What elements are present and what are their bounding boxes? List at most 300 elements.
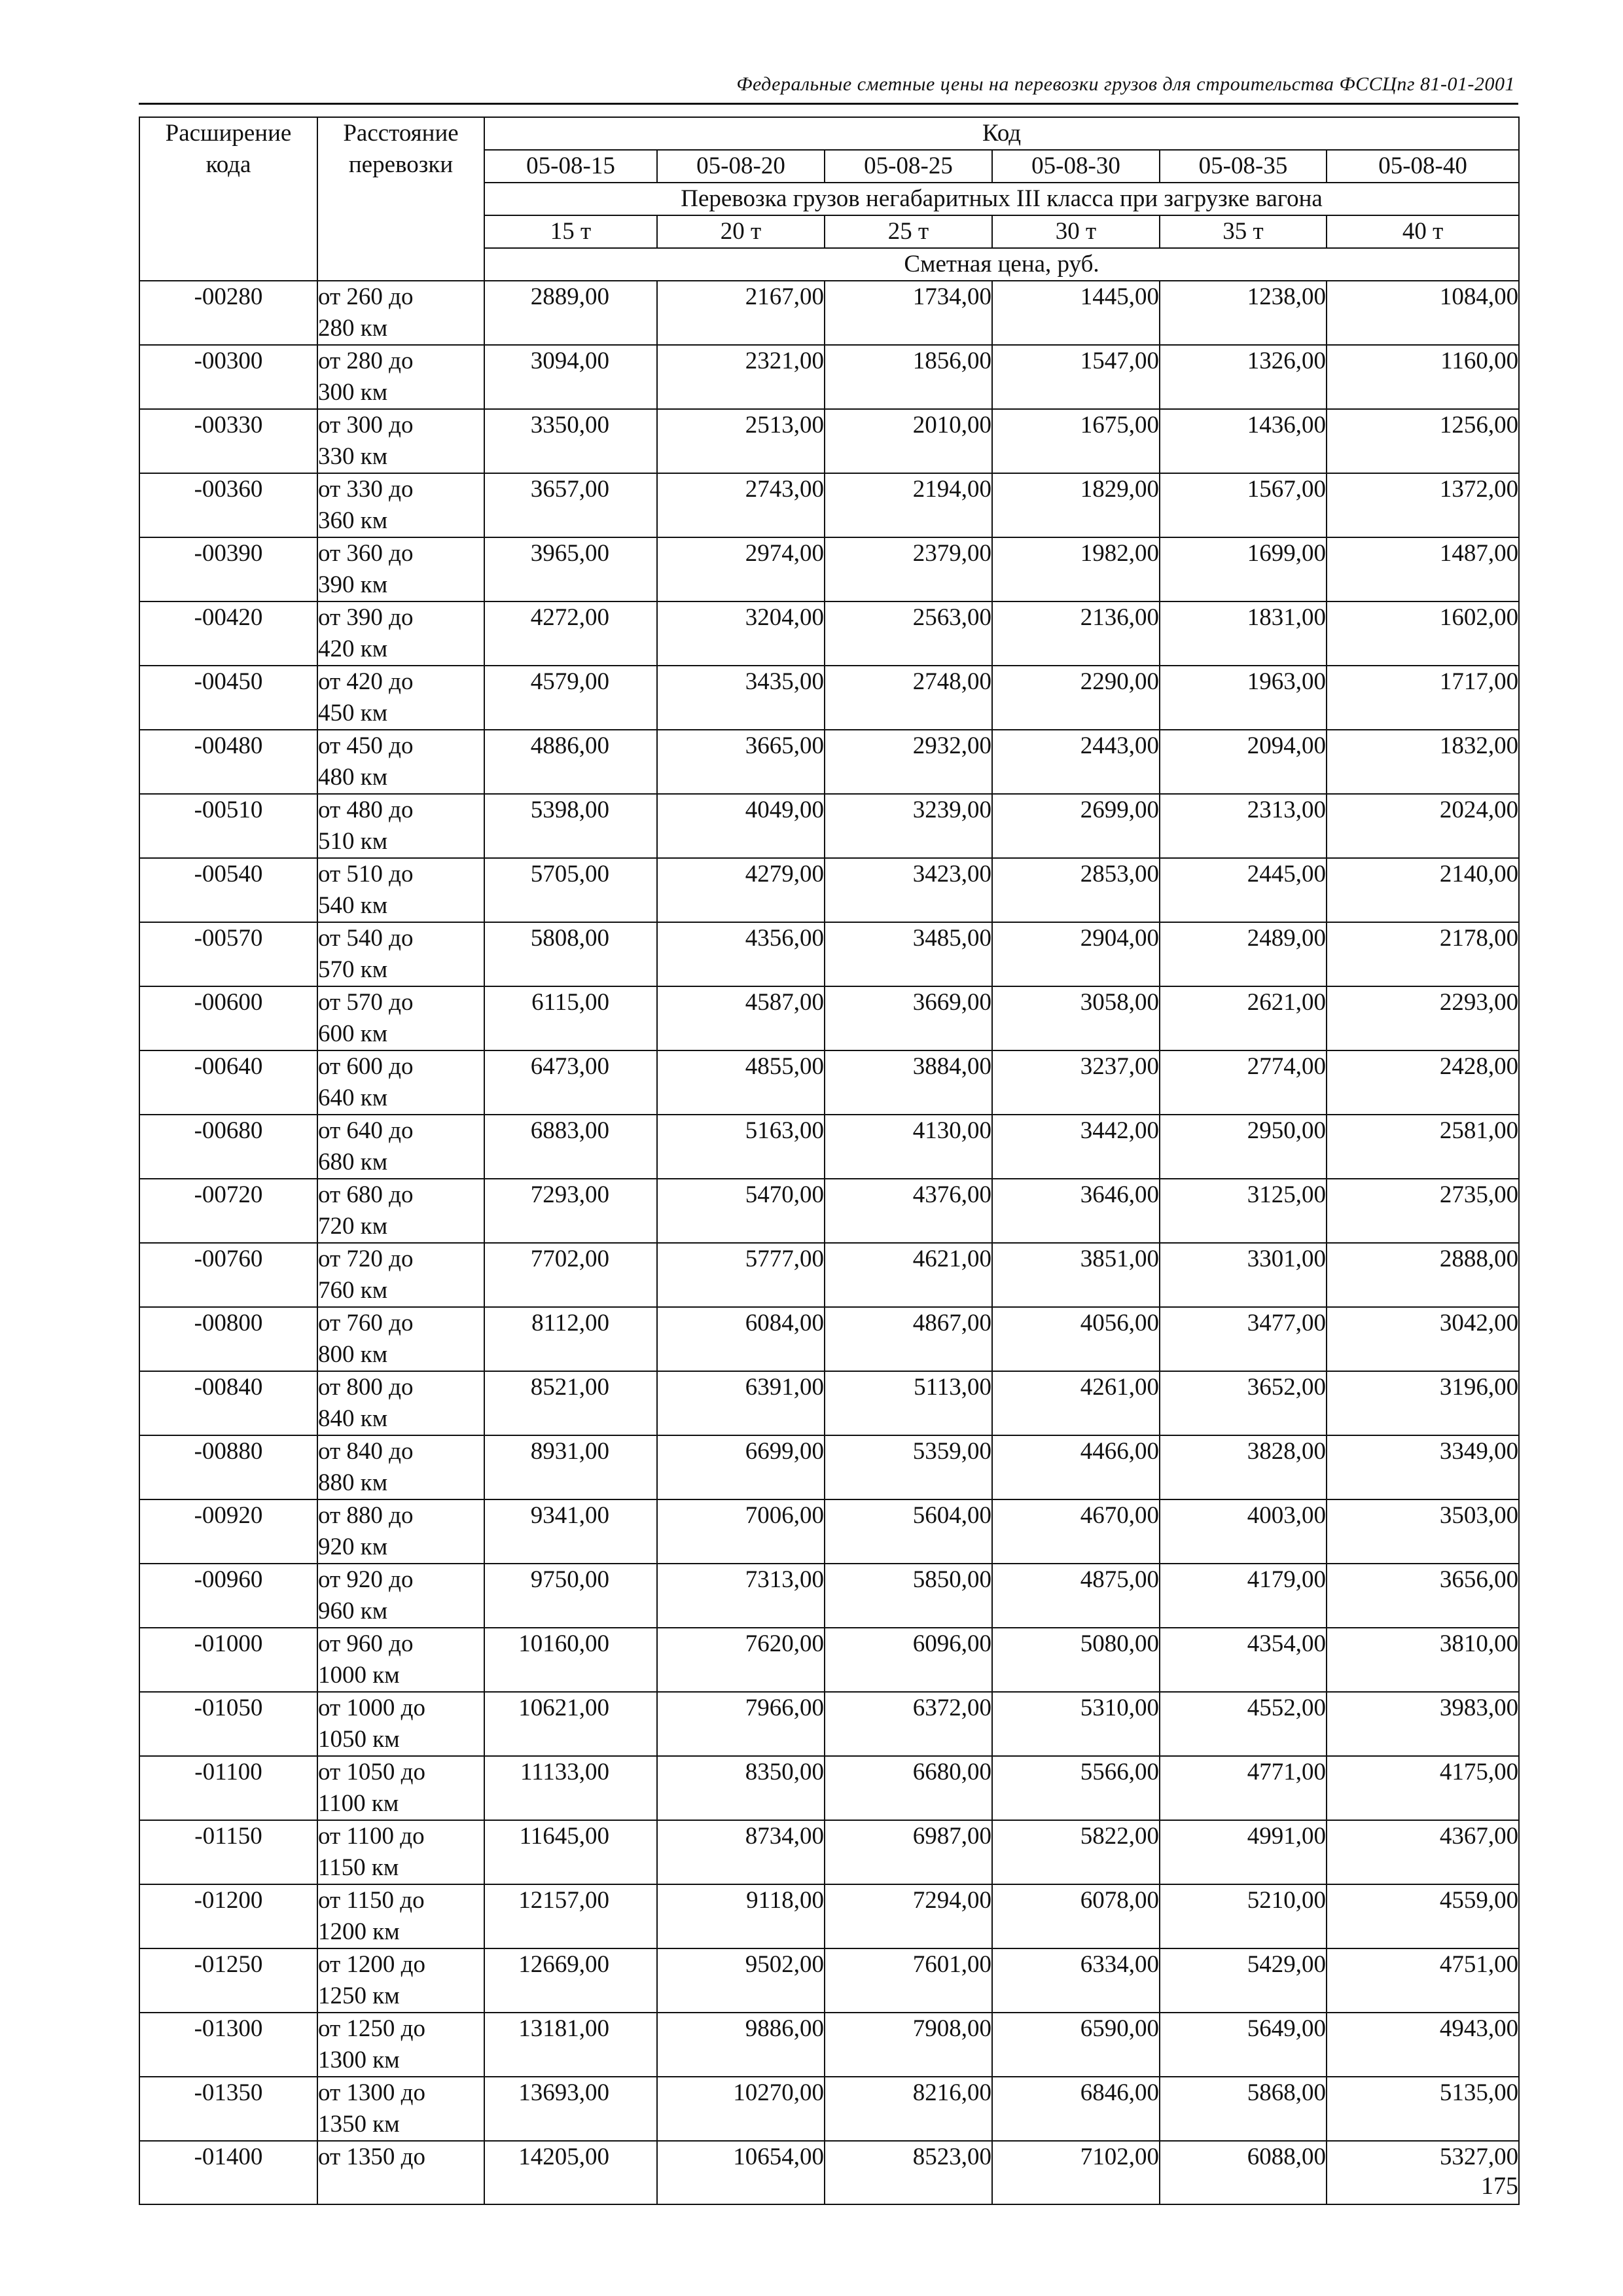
price-cell: 2293,00: [1327, 986, 1519, 1050]
header-extension-label: Расширение кода: [165, 120, 292, 178]
distance-cell: [317, 1628, 484, 1692]
price-cell: 2140,00: [1327, 858, 1519, 922]
price-cell: 13693,00: [484, 2077, 657, 2141]
code-extension-cell: -00880: [139, 1435, 317, 1499]
distance-to: 1250 км: [318, 1982, 400, 2009]
price-cell: 3485,00: [825, 922, 992, 986]
header-distance-label: Расстояние перевозки: [343, 120, 459, 178]
price-cell: 6846,00: [992, 2077, 1160, 2141]
price-cell: 4751,00: [1327, 1948, 1519, 2013]
distance-cell: [317, 1692, 484, 1756]
price-cell: 4559,00: [1327, 1884, 1519, 1948]
price-table-body: [139, 117, 1519, 2204]
table-row: [139, 1179, 1519, 1243]
price-cell: 5470,00: [657, 1179, 825, 1243]
price-cell: 3965,00: [484, 537, 657, 601]
price-cell: 4886,00: [484, 730, 657, 794]
load-cell: 40 т: [1327, 215, 1519, 248]
price-cell: 2489,00: [1160, 922, 1327, 986]
price-cell: 1717,00: [1327, 666, 1519, 730]
price-cell: 1829,00: [992, 473, 1160, 537]
distance-cell: [317, 1564, 484, 1628]
distance-cell: [317, 2077, 484, 2141]
price-cell: 5808,00: [484, 922, 657, 986]
distance-from: от 800 до: [318, 1374, 414, 1401]
code-extension-cell: -01150: [139, 1820, 317, 1884]
price-cell: 3442,00: [992, 1115, 1160, 1179]
price-cell: 4175,00: [1327, 1756, 1519, 1820]
distance-cell: [317, 986, 484, 1050]
distance-to: 510 км: [318, 828, 388, 855]
price-cell: 6473,00: [484, 1050, 657, 1115]
distance-to: 360 км: [318, 507, 388, 534]
code-extension-cell: -00280: [139, 281, 317, 345]
code-cell: 05-08-30: [992, 150, 1160, 183]
code-extension-cell: -01300: [139, 2013, 317, 2077]
price-cell: 4875,00: [992, 1564, 1160, 1628]
price-cell: 3503,00: [1327, 1499, 1519, 1564]
price-cell: 1831,00: [1160, 601, 1327, 666]
table-row: [139, 922, 1519, 986]
distance-from: от 1350 до: [318, 2144, 426, 2170]
distance-cell: [317, 1115, 484, 1179]
price-cell: 5080,00: [992, 1628, 1160, 1692]
distance-to: 1000 км: [318, 1662, 400, 1689]
price-cell: 6096,00: [825, 1628, 992, 1692]
distance-from: от 280 до: [318, 348, 414, 374]
distance-cell: [317, 1756, 484, 1820]
distance-from: от 960 до: [318, 1630, 414, 1657]
price-cell: 8350,00: [657, 1756, 825, 1820]
price-cell: 13181,00: [484, 2013, 657, 2077]
price-cell: 7601,00: [825, 1948, 992, 2013]
price-cell: 5649,00: [1160, 2013, 1327, 2077]
price-cell: 4356,00: [657, 922, 825, 986]
price-cell: 3204,00: [657, 601, 825, 666]
price-cell: 5566,00: [992, 1756, 1160, 1820]
price-cell: 2748,00: [825, 666, 992, 730]
header-rule: [139, 103, 1518, 105]
price-cell: 2313,00: [1160, 794, 1327, 858]
distance-to: 720 км: [318, 1213, 388, 1240]
price-cell: 1856,00: [825, 345, 992, 409]
distance-from: от 540 до: [318, 925, 414, 952]
code-extension-cell: -01400: [139, 2141, 317, 2204]
price-cell: 1372,00: [1327, 473, 1519, 537]
price-cell: 5310,00: [992, 1692, 1160, 1756]
load-cell: 30 т: [992, 215, 1160, 248]
price-cell: 6391,00: [657, 1371, 825, 1435]
price-cell: 1487,00: [1327, 537, 1519, 601]
distance-cell: [317, 1243, 484, 1307]
code-extension-cell: -00960: [139, 1564, 317, 1628]
price-cell: 3058,00: [992, 986, 1160, 1050]
price-cell: 1445,00: [992, 281, 1160, 345]
price-cell: 1547,00: [992, 345, 1160, 409]
distance-to: 880 км: [318, 1469, 388, 1496]
table-row: [139, 1115, 1519, 1179]
price-cell: 3423,00: [825, 858, 992, 922]
price-cell: 2699,00: [992, 794, 1160, 858]
distance-cell: [317, 1499, 484, 1564]
distance-to: 920 км: [318, 1534, 388, 1560]
code-extension-cell: -01200: [139, 1884, 317, 1948]
price-cell: 8216,00: [825, 2077, 992, 2141]
code-extension-cell: -00760: [139, 1243, 317, 1307]
distance-cell: [317, 1371, 484, 1435]
header-subtitle: Перевозка грузов негабаритных III класса при загрузке вагона: [484, 183, 1519, 215]
price-cell: 2950,00: [1160, 1115, 1327, 1179]
price-cell: 7294,00: [825, 1884, 992, 1948]
price-cell: 2974,00: [657, 537, 825, 601]
distance-from: от 1250 до: [318, 2015, 426, 2042]
price-cell: 1238,00: [1160, 281, 1327, 345]
price-cell: 7966,00: [657, 1692, 825, 1756]
distance-to: 450 км: [318, 700, 388, 726]
header-code: Код: [484, 117, 1519, 150]
price-cell: 2774,00: [1160, 1050, 1327, 1115]
code-extension-cell: -00510: [139, 794, 317, 858]
distance-from: от 1050 до: [318, 1759, 426, 1785]
code-extension-cell: -00570: [139, 922, 317, 986]
price-cell: 9886,00: [657, 2013, 825, 2077]
code-extension-cell: -00540: [139, 858, 317, 922]
price-cell: 8521,00: [484, 1371, 657, 1435]
header-price-label: Сметная цена, руб.: [484, 248, 1519, 281]
distance-from: от 880 до: [318, 1502, 414, 1529]
price-cell: 3042,00: [1327, 1307, 1519, 1371]
price-cell: 9341,00: [484, 1499, 657, 1564]
price-cell: 6334,00: [992, 1948, 1160, 2013]
distance-from: от 1200 до: [318, 1951, 426, 1978]
price-cell: 2178,00: [1327, 922, 1519, 986]
distance-from: от 330 до: [318, 476, 414, 503]
price-cell: 2024,00: [1327, 794, 1519, 858]
table-row: [139, 1564, 1519, 1628]
price-cell: 4991,00: [1160, 1820, 1327, 1884]
price-cell: 1567,00: [1160, 473, 1327, 537]
distance-to: 420 км: [318, 636, 388, 662]
price-cell: 3646,00: [992, 1179, 1160, 1243]
distance-from: от 1100 до: [318, 1823, 425, 1850]
price-cell: 2743,00: [657, 473, 825, 537]
table-row: [139, 1243, 1519, 1307]
price-cell: 4943,00: [1327, 2013, 1519, 2077]
price-cell: 2094,00: [1160, 730, 1327, 794]
price-cell: 3652,00: [1160, 1371, 1327, 1435]
price-cell: 6590,00: [992, 2013, 1160, 2077]
price-cell: 2932,00: [825, 730, 992, 794]
price-cell: 11645,00: [484, 1820, 657, 1884]
code-cell: 05-08-20: [657, 150, 825, 183]
distance-cell: [317, 922, 484, 986]
distance-cell: [317, 1435, 484, 1499]
table-row: [139, 730, 1519, 794]
price-cell: 9750,00: [484, 1564, 657, 1628]
load-cell: 35 т: [1160, 215, 1327, 248]
price-cell: 7908,00: [825, 2013, 992, 2077]
distance-cell: [317, 730, 484, 794]
table-row: [139, 345, 1519, 409]
distance-from: от 420 до: [318, 668, 414, 695]
distance-to: 1150 км: [318, 1854, 399, 1881]
price-cell: 2321,00: [657, 345, 825, 409]
price-cell: 7620,00: [657, 1628, 825, 1692]
price-cell: 8734,00: [657, 1820, 825, 1884]
distance-to: 540 км: [318, 892, 388, 919]
code-extension-cell: -00680: [139, 1115, 317, 1179]
code-extension-cell: -00420: [139, 601, 317, 666]
price-cell: 4049,00: [657, 794, 825, 858]
price-cell: 7293,00: [484, 1179, 657, 1243]
distance-to: 480 км: [318, 764, 388, 791]
distance-from: от 760 до: [318, 1310, 414, 1336]
distance-cell: [317, 858, 484, 922]
price-cell: 3125,00: [1160, 1179, 1327, 1243]
price-cell: 6084,00: [657, 1307, 825, 1371]
price-cell: 3301,00: [1160, 1243, 1327, 1307]
price-cell: 5135,00: [1327, 2077, 1519, 2141]
code-extension-cell: -00640: [139, 1050, 317, 1115]
price-cell: 3884,00: [825, 1050, 992, 1115]
distance-from: от 680 до: [318, 1181, 414, 1208]
price-cell: 1982,00: [992, 537, 1160, 601]
price-cell: 1734,00: [825, 281, 992, 345]
distance-to: 680 км: [318, 1149, 388, 1175]
code-extension-cell: -01100: [139, 1756, 317, 1820]
code-cell: 05-08-15: [484, 150, 657, 183]
table-row: [139, 1435, 1519, 1499]
code-extension-cell: -00330: [139, 409, 317, 473]
price-cell: 7702,00: [484, 1243, 657, 1307]
price-cell: 5210,00: [1160, 1884, 1327, 1948]
price-cell: 3669,00: [825, 986, 992, 1050]
distance-to: 840 км: [318, 1405, 388, 1432]
price-cell: 3237,00: [992, 1050, 1160, 1115]
price-cell: 9502,00: [657, 1948, 825, 2013]
price-cell: 4376,00: [825, 1179, 992, 1243]
price-cell: 3094,00: [484, 345, 657, 409]
price-cell: 4552,00: [1160, 1692, 1327, 1756]
distance-cell: [317, 1179, 484, 1243]
distance-cell: [317, 537, 484, 601]
table-row: [139, 1692, 1519, 1756]
table-row: [139, 281, 1519, 345]
distance-cell: [317, 1820, 484, 1884]
price-cell: 2443,00: [992, 730, 1160, 794]
price-cell: 1160,00: [1327, 345, 1519, 409]
distance-from: от 390 до: [318, 604, 414, 631]
table-row: [139, 1628, 1519, 1692]
price-cell: 3435,00: [657, 666, 825, 730]
distance-to: 1050 км: [318, 1726, 400, 1753]
price-cell: 3665,00: [657, 730, 825, 794]
distance-to: 390 км: [318, 571, 388, 598]
distance-cell: [317, 666, 484, 730]
table-row: [139, 794, 1519, 858]
distance-to: 300 км: [318, 379, 388, 406]
price-cell: 2888,00: [1327, 1243, 1519, 1307]
code-cell: 05-08-25: [825, 150, 992, 183]
distance-from: от 480 до: [318, 797, 414, 823]
price-cell: 3657,00: [484, 473, 657, 537]
distance-cell: [317, 1307, 484, 1371]
price-cell: 1699,00: [1160, 537, 1327, 601]
distance-from: от 570 до: [318, 989, 414, 1016]
price-cell: 5429,00: [1160, 1948, 1327, 2013]
price-cell: 2167,00: [657, 281, 825, 345]
price-cell: 2445,00: [1160, 858, 1327, 922]
distance-to: 1200 км: [318, 1918, 400, 1945]
distance-to: 600 км: [318, 1020, 388, 1047]
price-cell: 2513,00: [657, 409, 825, 473]
distance-cell: [317, 473, 484, 537]
price-cell: 4466,00: [992, 1435, 1160, 1499]
price-cell: 10621,00: [484, 1692, 657, 1756]
price-cell: 11133,00: [484, 1756, 657, 1820]
price-cell: 14205,00: [484, 2141, 657, 2204]
table-row: [139, 1884, 1519, 1948]
distance-to: 1350 км: [318, 2111, 400, 2138]
price-cell: 3983,00: [1327, 1692, 1519, 1756]
table-row: [139, 858, 1519, 922]
price-cell: 5822,00: [992, 1820, 1160, 1884]
price-cell: 2581,00: [1327, 1115, 1519, 1179]
distance-to: 960 км: [318, 1598, 388, 1624]
table-row: [139, 666, 1519, 730]
price-cell: 6987,00: [825, 1820, 992, 1884]
code-cell: 05-08-35: [1160, 150, 1327, 183]
code-extension-cell: -01350: [139, 2077, 317, 2141]
distance-to: 640 км: [318, 1085, 388, 1111]
price-cell: 2194,00: [825, 473, 992, 537]
header-row-code: [139, 117, 1519, 150]
price-cell: 4354,00: [1160, 1628, 1327, 1692]
price-cell: 3656,00: [1327, 1564, 1519, 1628]
price-cell: 3239,00: [825, 794, 992, 858]
distance-cell: [317, 2141, 484, 2204]
code-extension-cell: -00480: [139, 730, 317, 794]
price-cell: 2735,00: [1327, 1179, 1519, 1243]
price-cell: 4367,00: [1327, 1820, 1519, 1884]
price-cell: 2889,00: [484, 281, 657, 345]
table-row: [139, 1307, 1519, 1371]
price-cell: 8931,00: [484, 1435, 657, 1499]
price-cell: 10160,00: [484, 1628, 657, 1692]
price-cell: 1602,00: [1327, 601, 1519, 666]
price-cell: 5359,00: [825, 1435, 992, 1499]
price-cell: 2290,00: [992, 666, 1160, 730]
code-extension-cell: -00600: [139, 986, 317, 1050]
distance-cell: [317, 1948, 484, 2013]
price-cell: 1436,00: [1160, 409, 1327, 473]
price-cell: 4587,00: [657, 986, 825, 1050]
distance-from: от 1300 до: [318, 2079, 426, 2106]
price-cell: 6088,00: [1160, 2141, 1327, 2204]
price-cell: 6115,00: [484, 986, 657, 1050]
price-cell: 5113,00: [825, 1371, 992, 1435]
price-cell: 2621,00: [1160, 986, 1327, 1050]
table-row: [139, 1050, 1519, 1115]
distance-from: от 450 до: [318, 732, 414, 759]
table-row: [139, 1820, 1519, 1884]
price-cell: 4621,00: [825, 1243, 992, 1307]
price-cell: 2853,00: [992, 858, 1160, 922]
price-cell: 1963,00: [1160, 666, 1327, 730]
distance-cell: [317, 409, 484, 473]
price-cell: 1084,00: [1327, 281, 1519, 345]
price-cell: 7006,00: [657, 1499, 825, 1564]
price-cell: 6699,00: [657, 1435, 825, 1499]
distance-from: от 300 до: [318, 412, 414, 439]
distance-from: от 260 до: [318, 283, 414, 310]
price-cell: 12157,00: [484, 1884, 657, 1948]
distance-to: 280 км: [318, 315, 388, 342]
price-cell: 12669,00: [484, 1948, 657, 2013]
code-extension-cell: -00840: [139, 1371, 317, 1435]
price-cell: 4670,00: [992, 1499, 1160, 1564]
distance-to: 800 км: [318, 1341, 388, 1368]
code-extension-cell: -01050: [139, 1692, 317, 1756]
table-row: [139, 601, 1519, 666]
price-cell: 3851,00: [992, 1243, 1160, 1307]
load-cell: 20 т: [657, 215, 825, 248]
distance-cell: [317, 1884, 484, 1948]
table-row: [139, 2077, 1519, 2141]
distance-from: от 600 до: [318, 1053, 414, 1080]
distance-to: 760 км: [318, 1277, 388, 1304]
price-cell: 5398,00: [484, 794, 657, 858]
distance-to: 330 км: [318, 443, 388, 470]
price-cell: 4279,00: [657, 858, 825, 922]
price-cell: 4272,00: [484, 601, 657, 666]
table-row: [139, 2013, 1519, 2077]
price-cell: 3828,00: [1160, 1435, 1327, 1499]
price-cell: 3810,00: [1327, 1628, 1519, 1692]
price-cell: 4579,00: [484, 666, 657, 730]
price-cell: 5868,00: [1160, 2077, 1327, 2141]
distance-cell: [317, 2013, 484, 2077]
distance-to: 1100 км: [318, 1790, 399, 1817]
distance-cell: [317, 1050, 484, 1115]
distance-from: от 1000 до: [318, 1695, 426, 1721]
price-cell: 4056,00: [992, 1307, 1160, 1371]
price-cell: 4771,00: [1160, 1756, 1327, 1820]
price-cell: 5777,00: [657, 1243, 825, 1307]
price-cell: 3196,00: [1327, 1371, 1519, 1435]
price-cell: 1675,00: [992, 409, 1160, 473]
header-distance: [317, 117, 484, 281]
distance-cell: [317, 601, 484, 666]
price-cell: 4855,00: [657, 1050, 825, 1115]
distance-to: 1300 км: [318, 2047, 400, 2073]
code-extension-cell: -00920: [139, 1499, 317, 1564]
price-cell: 3350,00: [484, 409, 657, 473]
price-table: [139, 117, 1520, 2205]
table-row: [139, 537, 1519, 601]
price-cell: 4261,00: [992, 1371, 1160, 1435]
distance-from: от 640 до: [318, 1117, 414, 1144]
price-cell: 6078,00: [992, 1884, 1160, 1948]
code-extension-cell: -01000: [139, 1628, 317, 1692]
price-cell: 7102,00: [992, 2141, 1160, 2204]
distance-cell: [317, 794, 484, 858]
price-cell: 2428,00: [1327, 1050, 1519, 1115]
header-extension: [139, 117, 317, 281]
price-cell: 2010,00: [825, 409, 992, 473]
running-header: Федеральные сметные цены на перевозки грузов для строительства ФССЦпг 81-01-2001: [736, 73, 1515, 95]
table-row: [139, 1371, 1519, 1435]
